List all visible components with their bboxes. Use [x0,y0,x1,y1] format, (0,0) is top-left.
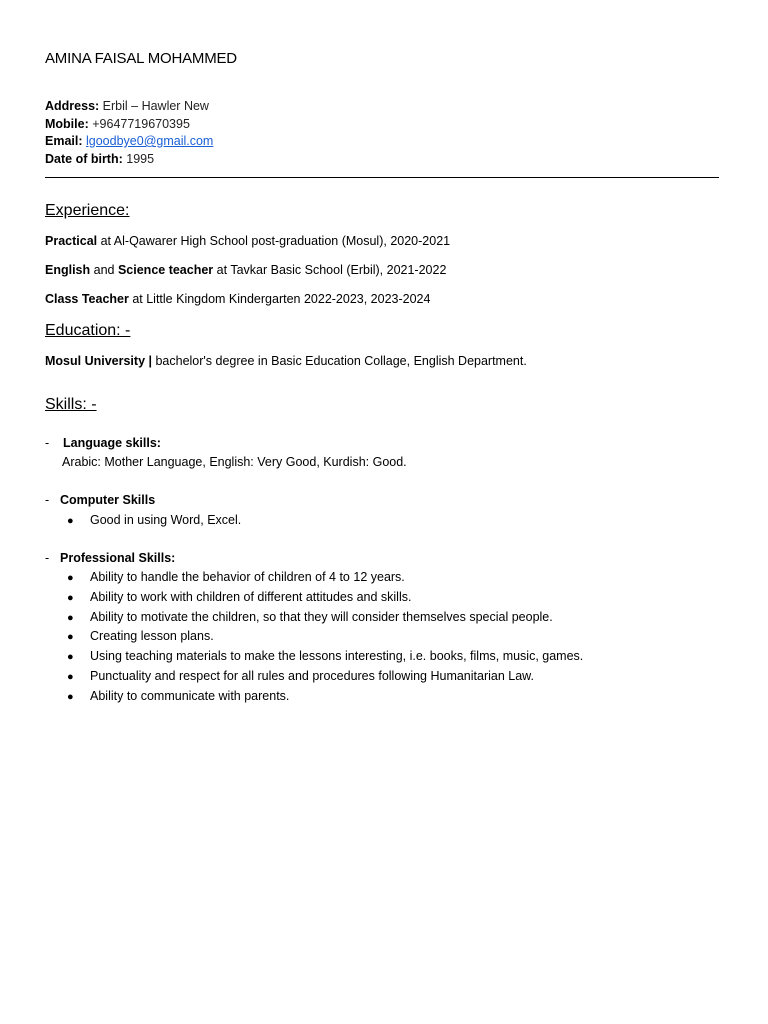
list-item [67,687,583,707]
professional-skills-label: Professional Skills: [60,551,176,565]
bullet-icon: ● [67,572,74,584]
bullet-icon: ● [67,690,74,703]
address-label: Address: [45,99,100,113]
list-item-text: Using teaching materials to make the lessons interesting, i.e. books, films, music, games. [90,649,584,664]
email-label: Email: [45,134,83,148]
computer-skills-label: Computer Skills [60,493,156,507]
contact-block [45,98,213,168]
language-skills-heading [45,436,161,450]
experience-item [45,234,450,248]
dob-value: 1995 [126,151,155,166]
professional-skills-list [67,568,583,707]
experience-heading: Experience: [45,202,130,219]
candidate-name: AMINA FAISAL MOHAMMED [45,50,237,67]
list-item-text: Punctuality and respect for all rules and procedures following Humanitarian Law. [90,668,534,683]
professional-skills-heading [45,551,175,565]
language-skills-description: Arabic: Mother Language, English: Very Good, Kurdish: Good. [62,455,407,469]
dash-marker: - [45,436,50,450]
list-item [67,588,583,608]
experience-item [45,263,446,277]
skills-heading: Skills: - [45,396,97,413]
mobile-line [45,116,213,134]
experience-details: at Al-Qawarer High School post-graduation (Mosul), 2020-2021 [97,234,451,248]
email-line [45,133,213,151]
education-degree: bachelor's degree in Basic Education Collage, English Department. [152,354,527,368]
bullet-icon: ● [67,611,74,624]
list-item-text: Ability to motivate the children, so that they will consider themselves special people. [90,609,553,624]
education-institution: Mosul University | [45,354,152,368]
experience-connector: and [90,263,118,277]
dash-marker: - [45,551,50,565]
bullet-icon: ● [67,670,74,683]
bullet-icon: ● [67,631,74,644]
list-item [67,647,583,667]
computer-skills-heading [45,493,155,507]
bullet-icon: ● [67,651,74,664]
language-skills-label: Language skills: [63,436,161,450]
list-item-text: Good in using Word, Excel. [90,513,242,527]
address-value: Erbil – Hawler New [102,99,209,113]
bullet-icon: ● [67,591,74,604]
education-heading: Education: - [45,322,131,339]
address-line [45,98,213,116]
list-item [67,511,241,531]
experience-item [45,292,430,306]
list-item [67,667,583,687]
list-item-text: Ability to communicate with parents. [90,688,290,703]
experience-role-secondary: Science teacher [117,263,214,277]
bullet-icon: ● [67,515,74,527]
mobile-value: +9647719670395 [92,116,190,131]
experience-details: at Tavkar Basic School (Erbil), 2021-2022 [213,263,447,277]
mobile-label: Mobile: [45,116,89,131]
email-link[interactable]: lgoodbye0@gmail.com [86,134,214,148]
experience-role: Class Teacher [45,292,129,306]
list-item-text: Creating lesson plans. [90,629,214,644]
list-item [67,608,583,628]
dob-label: Date of birth: [45,151,123,166]
experience-role: Practical [45,234,98,248]
dob-line [45,151,213,169]
list-item-text: Ability to handle the behavior of children of 4 to 12 years. [90,570,405,584]
list-item-text: Ability to work with children of different attitudes and skills. [90,589,412,604]
education-entry [45,354,527,368]
computer-skills-list [67,511,241,531]
section-divider [45,177,719,178]
dash-marker: - [45,493,50,507]
experience-details: at Little Kingdom Kindergarten 2022-2023, 2023-2024 [128,292,431,306]
list-item [67,568,583,588]
experience-role: English [45,263,91,277]
list-item [67,627,583,647]
